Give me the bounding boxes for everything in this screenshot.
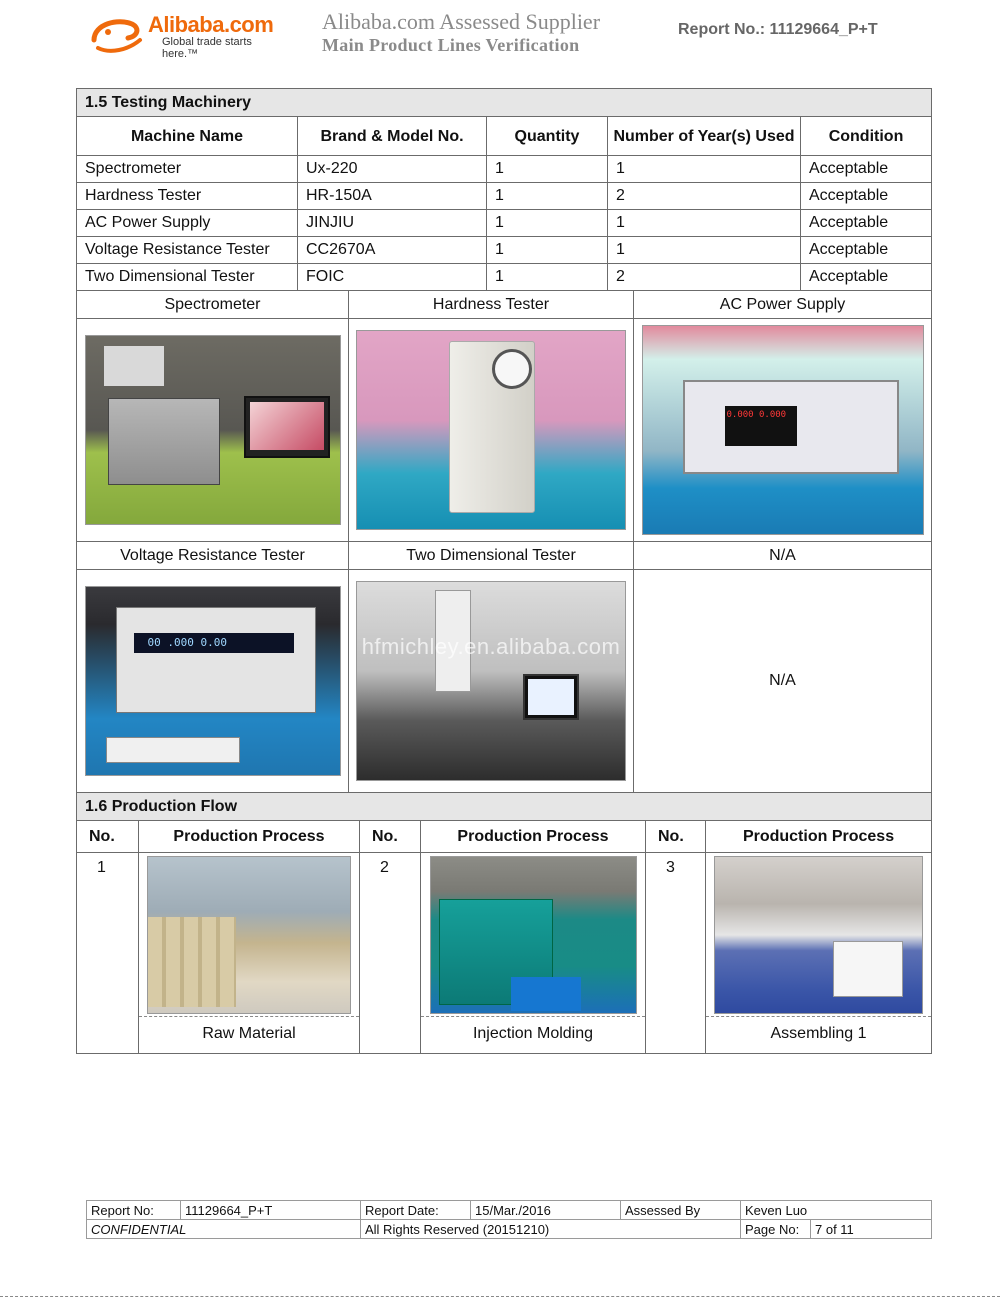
cell-model: FOIC — [298, 264, 487, 291]
flow-step-number: 2 — [360, 853, 421, 1054]
cell-machine: Hardness Tester — [77, 183, 298, 210]
footer-rights: All Rights Reserved (20151210) — [361, 1220, 741, 1239]
col-machine-name: Machine Name — [77, 117, 298, 156]
main-tables — [76, 88, 931, 1054]
cell-years: 1 — [608, 237, 801, 264]
cell-model: HR-150A — [298, 183, 487, 210]
table-row — [77, 210, 932, 237]
alibaba-smile-icon — [88, 10, 148, 56]
col-brand-model: Brand & Model No. — [298, 117, 487, 156]
assembling-photo — [714, 856, 923, 1014]
cell-model: Ux-220 — [298, 156, 487, 183]
spectrometer-photo — [85, 335, 341, 525]
flow-step-caption: Assembling 1 — [706, 1016, 931, 1051]
flow-step-caption: Raw Material — [139, 1016, 359, 1051]
cell-condition: Acceptable — [801, 210, 932, 237]
flow-step-number: 1 — [77, 853, 139, 1054]
col-years-used: Number of Year(s) Used — [608, 117, 801, 156]
title-line-1: Alibaba.com Assessed Supplier — [322, 9, 601, 34]
section-title-production-flow: 1.6 Production Flow — [77, 793, 932, 821]
two-dimensional-tester-photo — [356, 581, 626, 781]
cell-machine: Two Dimensional Tester — [77, 264, 298, 291]
cell-years: 2 — [608, 264, 801, 291]
section-title-testing: 1.5 Testing Machinery — [77, 89, 932, 117]
title-line-2: Main Product Lines Verification — [322, 35, 580, 55]
col-production-process: Production Process — [421, 821, 646, 853]
photo-caption-hardness-tester: Hardness Tester — [349, 291, 634, 319]
col-no: No. — [360, 821, 421, 853]
raw-material-photo — [147, 856, 351, 1014]
cell-quantity: 1 — [487, 264, 608, 291]
col-no: No. — [646, 821, 706, 853]
photo-caption-voltage-tester: Voltage Resistance Tester — [77, 542, 349, 570]
flow-column-headers — [77, 821, 932, 853]
na-placeholder-text: N/A — [769, 672, 796, 689]
page-bottom-divider — [0, 1296, 1000, 1297]
testing-photo-grid — [76, 290, 932, 793]
footer-report-no-value: 11129664_P+T — [181, 1201, 361, 1220]
cell-condition: Acceptable — [801, 264, 932, 291]
table-row — [77, 156, 932, 183]
header-report-number: Report No.: 11129664_P+T — [678, 21, 878, 38]
flow-row — [77, 853, 932, 1054]
logo-brand-text: Alibaba.com — [148, 12, 274, 37]
cell-condition: Acceptable — [801, 183, 932, 210]
production-flow-table — [76, 792, 932, 1054]
cell-quantity: 1 — [487, 210, 608, 237]
col-production-process: Production Process — [706, 821, 932, 853]
cell-years: 1 — [608, 210, 801, 237]
table-row — [77, 183, 932, 210]
cell-years: 2 — [608, 183, 801, 210]
cell-years: 1 — [608, 156, 801, 183]
page-footer — [86, 1200, 931, 1239]
flow-step-caption: Injection Molding — [421, 1016, 645, 1051]
cell-quantity: 1 — [487, 183, 608, 210]
photo-caption-spectrometer: Spectrometer — [77, 291, 349, 319]
voltage-resistance-tester-photo — [85, 586, 341, 776]
logo-tagline: Global trade starts here.™ — [162, 36, 252, 60]
flow-step-number: 3 — [646, 853, 706, 1054]
footer-page-label: Page No: — [741, 1220, 811, 1239]
photo-caption-two-dimensional-tester: Two Dimensional Tester — [349, 542, 634, 570]
cell-machine: Spectrometer — [77, 156, 298, 183]
ac-power-supply-photo — [642, 325, 924, 535]
cell-quantity: 1 — [487, 237, 608, 264]
photo-caption-ac-power-supply: AC Power Supply — [634, 291, 932, 319]
testing-column-headers — [77, 117, 932, 156]
footer-report-date-label: Report Date: — [361, 1201, 471, 1220]
col-no: No. — [77, 821, 139, 853]
photo-caption-na: N/A — [634, 542, 932, 570]
col-production-process: Production Process — [139, 821, 360, 853]
col-quantity: Quantity — [487, 117, 608, 156]
cell-machine: Voltage Resistance Tester — [77, 237, 298, 264]
alibaba-logo — [88, 10, 288, 60]
footer-confidential: CONFIDENTIAL — [87, 1220, 361, 1239]
col-condition: Condition — [801, 117, 932, 156]
testing-machinery-table — [76, 88, 932, 291]
cell-machine: AC Power Supply — [77, 210, 298, 237]
footer-report-no-label: Report No: — [87, 1201, 181, 1220]
cell-model: CC2670A — [298, 237, 487, 264]
footer-assessed-by-value: Keven Luo — [741, 1201, 932, 1220]
table-row — [77, 237, 932, 264]
injection-molding-photo — [430, 856, 637, 1014]
cell-model: JINJIU — [298, 210, 487, 237]
cell-condition: Acceptable — [801, 237, 932, 264]
footer-assessed-by-label: Assessed By — [621, 1201, 741, 1220]
document-title — [322, 10, 600, 56]
cell-condition: Acceptable — [801, 156, 932, 183]
cell-quantity: 1 — [487, 156, 608, 183]
watermark-text: hfmichley.en.alibaba.com — [361, 634, 621, 659]
hardness-tester-photo — [356, 330, 626, 530]
table-row — [77, 264, 932, 291]
footer-page-value: 7 of 11 — [811, 1220, 932, 1239]
footer-report-date-value: 15/Mar./2016 — [471, 1201, 621, 1220]
